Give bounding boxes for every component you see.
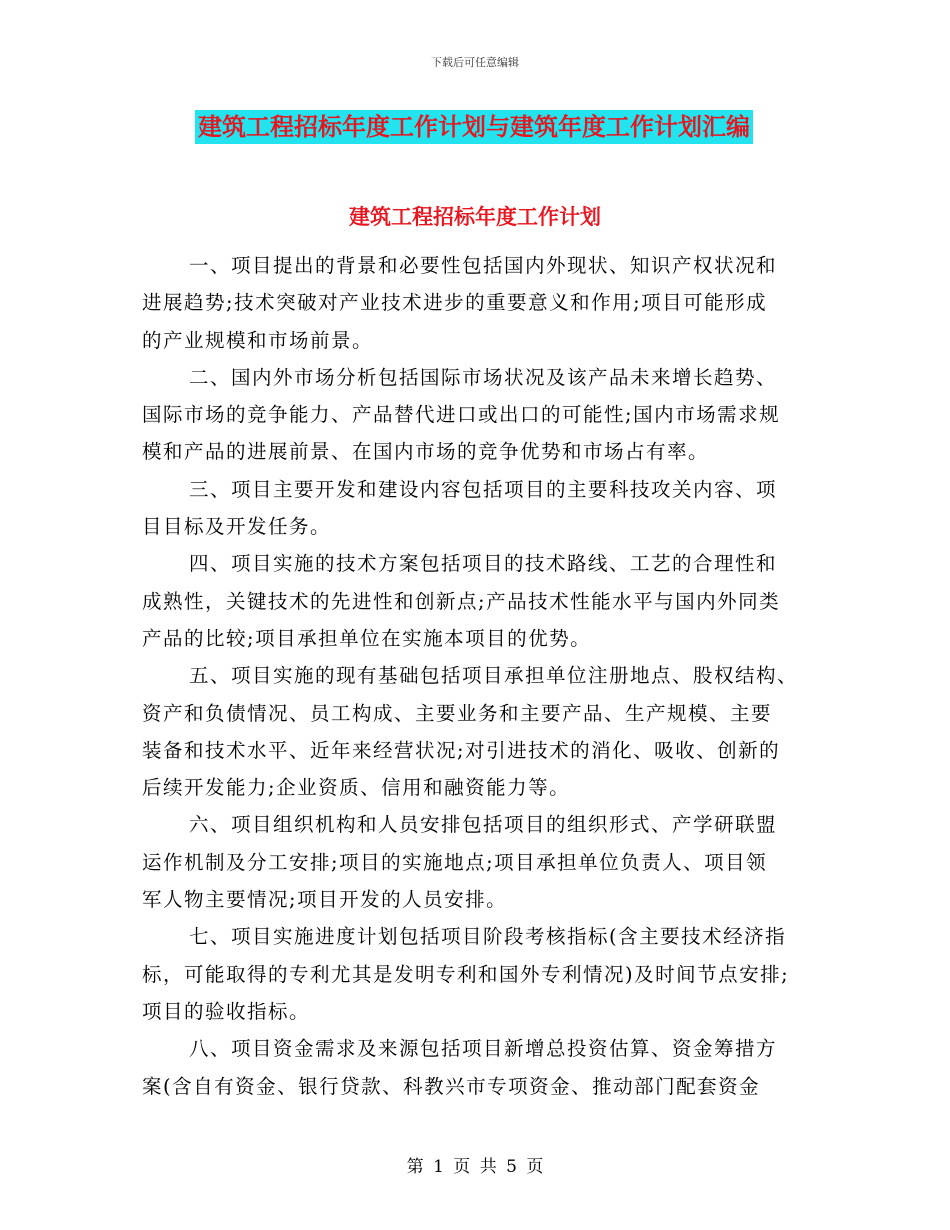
paragraph-line: 二、国内外市场分析包括国际市场状况及该产品未来增长趋势、 bbox=[189, 365, 778, 389]
paragraph-line: 资产和负债情况、员工构成、主要业务和主要产品、生产规模、主要 bbox=[142, 701, 773, 725]
paragraph-line: 四、项目实施的技术方案包括项目的技术路线、工艺的合理性和 bbox=[189, 552, 778, 576]
paragraph-line: 标，可能取得的专利尤其是发明专利和国外专利情况)及时间节点安排; bbox=[142, 962, 790, 986]
paragraph-line: 目目标及开发任务。 bbox=[142, 515, 332, 539]
paragraph-line: 产品的比较;项目承担单位在实施本项目的优势。 bbox=[142, 626, 592, 650]
paragraph-line: 国际市场的竞争能力、产品替代进口或出口的可能性;国内市场需求规 bbox=[142, 403, 781, 427]
document-title: 建筑工程招标年度工作计划与建筑年度工作计划汇编 bbox=[195, 110, 753, 144]
page-header-note: 下载后可任意编辑 bbox=[431, 56, 519, 69]
paragraph-line: 装备和技术水平、近年来经营状况;对引进技术的消化、吸收、创新的 bbox=[142, 738, 781, 762]
paragraph-line: 后续开发能力;企业资质、信用和融资能力等。 bbox=[142, 776, 571, 800]
paragraph-line: 成熟性，关键技术的先进性和创新点;产品技术性能水平与国内外同类 bbox=[142, 589, 781, 613]
paragraph-line: 模和产品的进展前景、在国内市场的竞争优势和市场占有率。 bbox=[142, 440, 710, 464]
paragraph-line: 案(含自有资金、银行贷款、科教兴市专项资金、推动部门配套资金 bbox=[142, 1074, 761, 1098]
paragraph-line: 八、项目资金需求及来源包括项目新增总投资估算、资金筹措方 bbox=[189, 1037, 778, 1061]
paragraph-line: 项目的验收指标。 bbox=[142, 999, 311, 1023]
paragraph-line: 的产业规模和市场前景。 bbox=[142, 328, 374, 352]
paragraph-line: 三、项目主要开发和建设内容包括项目的主要科技攻关内容、项 bbox=[189, 477, 778, 501]
paragraph-line: 五、项目实施的现有基础包括项目承担单位注册地点、股权结构、 bbox=[189, 664, 799, 688]
paragraph-line: 军人物主要情况;项目开发的人员安排。 bbox=[142, 888, 508, 912]
paragraph-line: 进展趋势;技术突破对产业技术进步的重要意义和作用;项目可能形成 bbox=[142, 291, 768, 315]
page-number: 第 1 页 共 5 页 bbox=[406, 1157, 544, 1177]
paragraph-line: 七、项目实施进度计划包括项目阶段考核指标(含主要技术经济指 bbox=[189, 925, 787, 949]
paragraph-line: 一、项目提出的背景和必要性包括国内外现状、知识产权状况和 bbox=[189, 254, 778, 277]
paragraph-line: 六、项目组织机构和人员安排包括项目的组织形式、产学研联盟 bbox=[189, 813, 778, 837]
section-title: 建筑工程招标年度工作计划 bbox=[349, 205, 601, 229]
paragraph-line: 运作机制及分工安排;项目的实施地点;项目承担单位负责人、项目领 bbox=[142, 850, 768, 874]
body-text bbox=[142, 247, 808, 1105]
